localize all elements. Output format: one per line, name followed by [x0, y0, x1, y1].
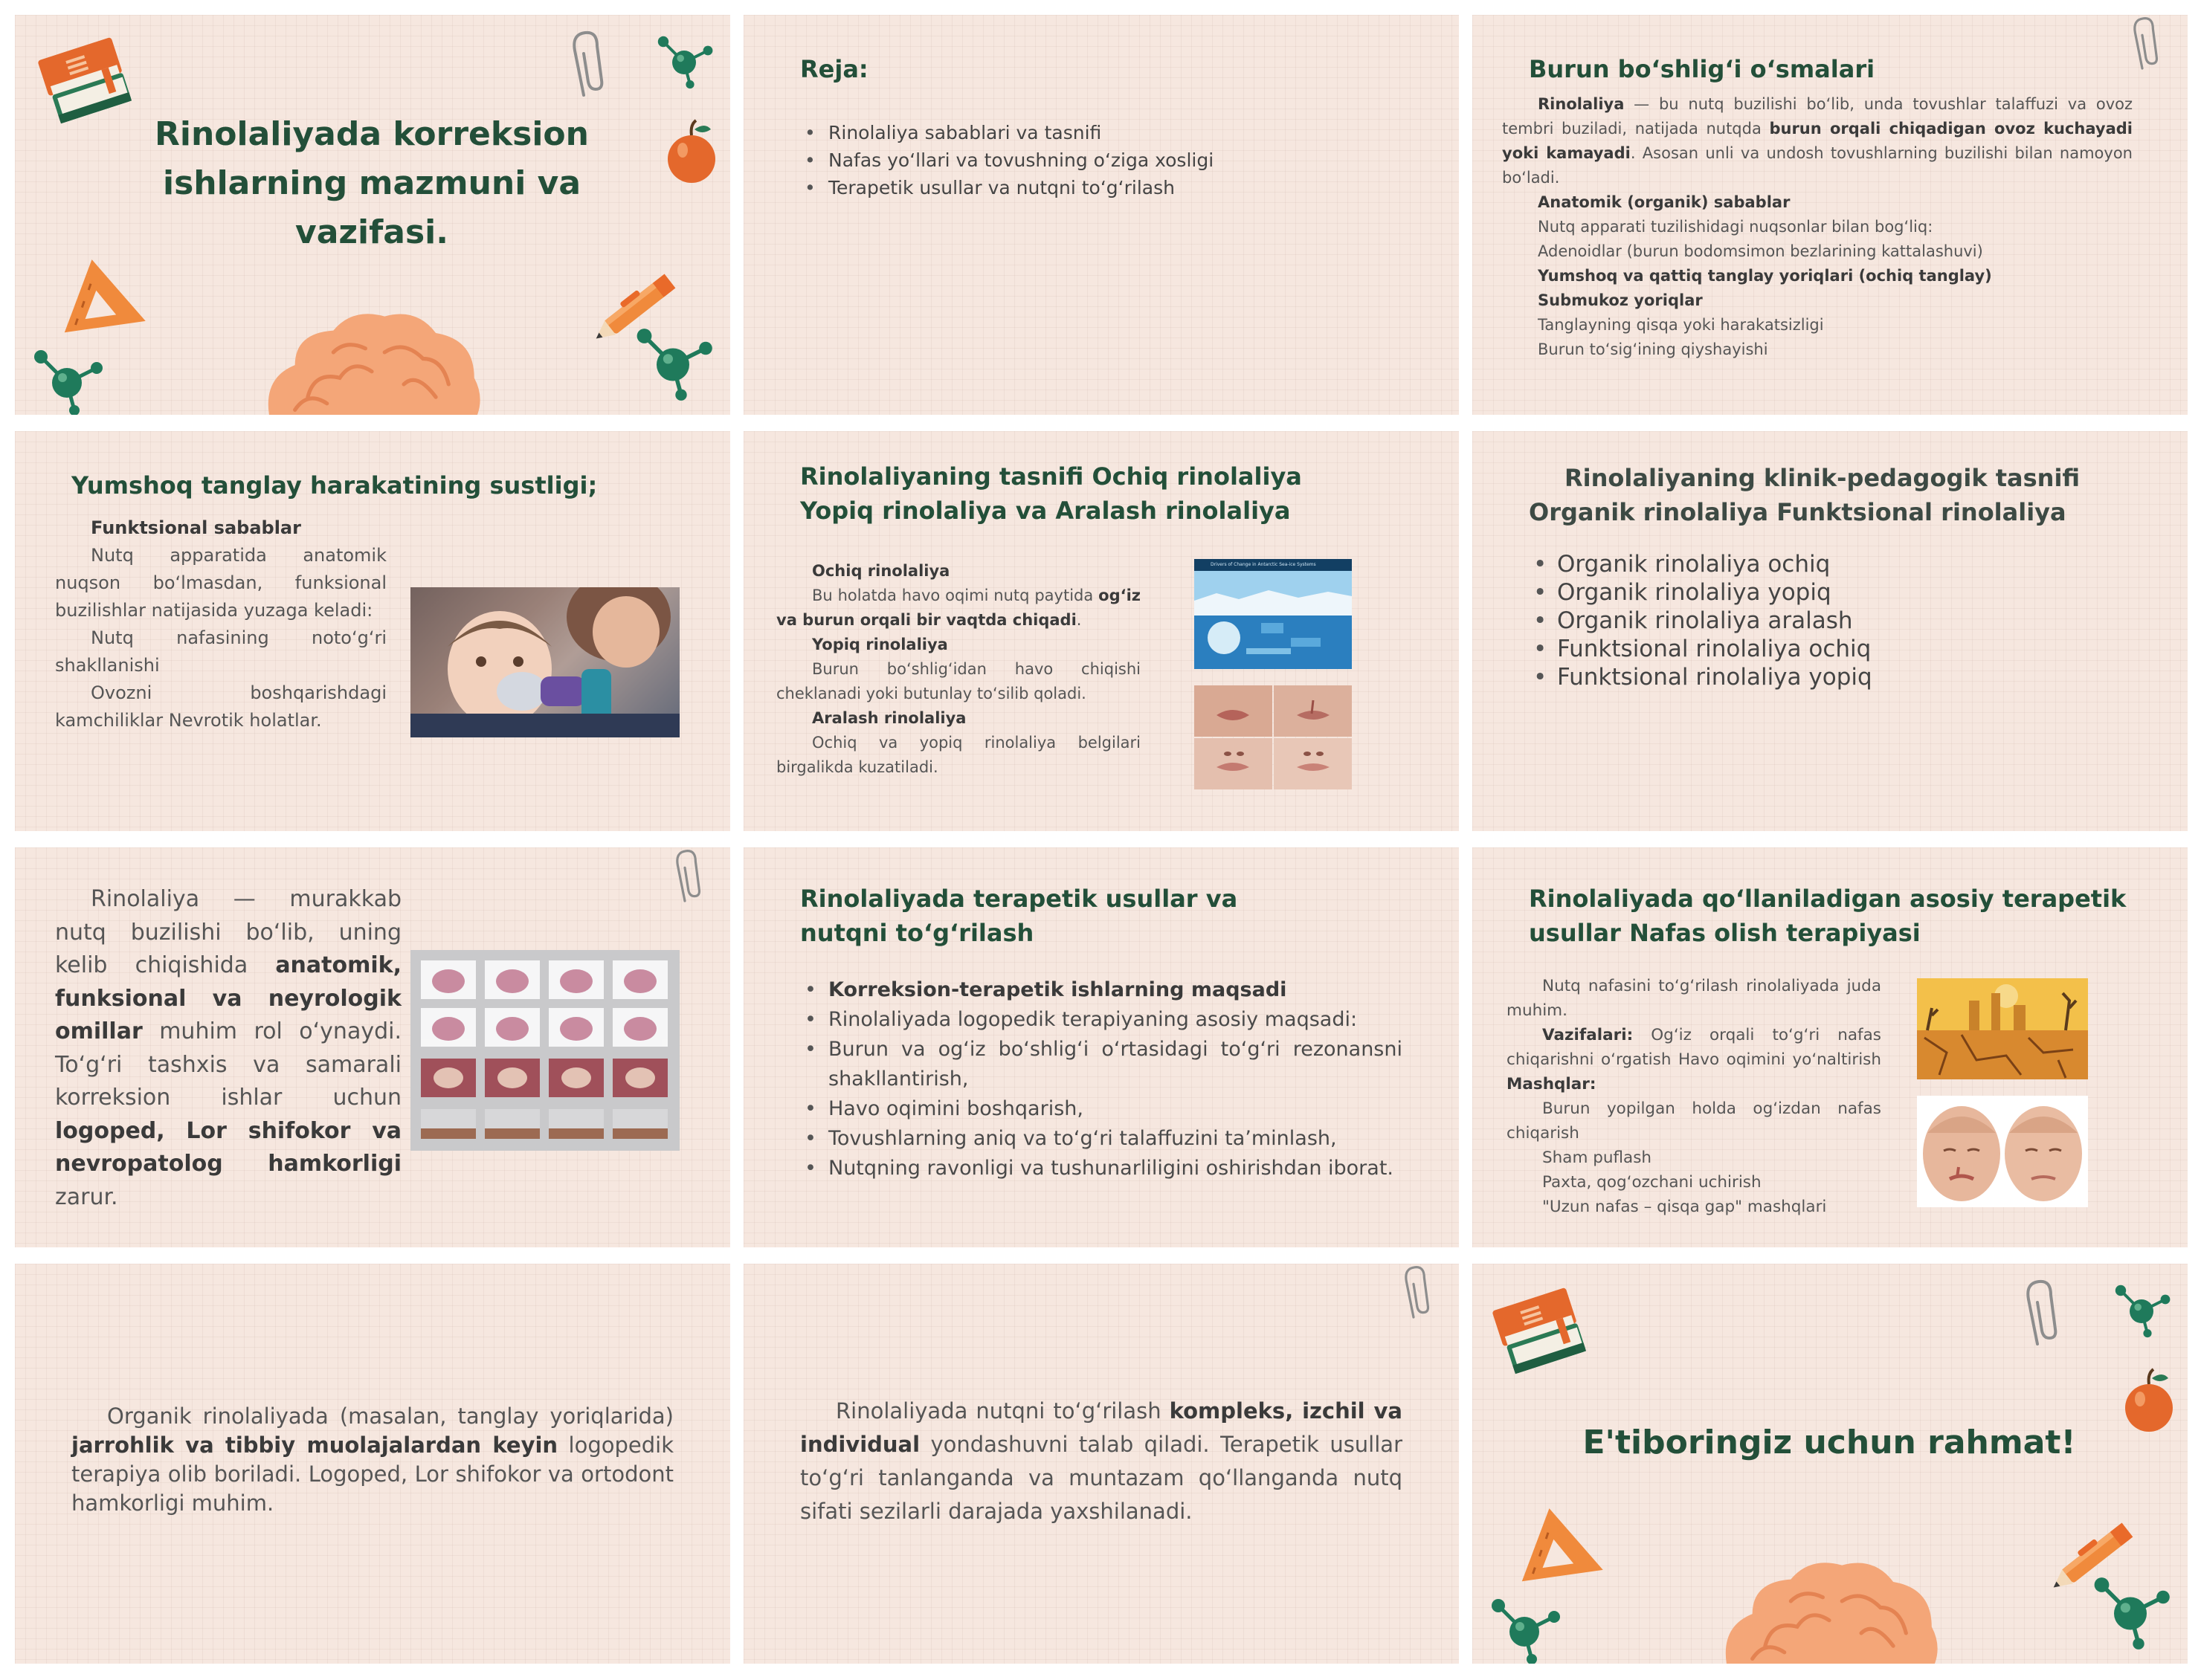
slide-title: Burun bo‘shlig‘i o‘smalari [1529, 55, 1875, 83]
list-item: • Funktsional rinolaliya yopiq [1529, 663, 1872, 691]
slide-body: Funktsional sabablar Nutq apparatida anatomik nuqson bo‘lmasdan, funksional buzilishlar natijasida yuzaga keladi: Nutq nafasining noto‘g‘ri shakllanishi Ovozni boshqarishdagi kamchiliklar Nevrotik holatlar. [55, 517, 387, 731]
slide-10-organic [15, 1264, 730, 1664]
slide-6-clinical-classification [1472, 431, 2188, 831]
slide-title: Rinolaliyaning klinik-pedagogik tasnifi Organik rinolaliya Funktsional rinolaliya [1529, 464, 2081, 526]
slide-9-breathing-therapy [1472, 847, 2188, 1247]
ruler-icon [52, 253, 149, 335]
child-inhaler-photo [410, 587, 680, 737]
slide-body: Organik rinolaliyada (masalan, tanglay yoriqlarida) jarrohlik va tibbiy muolajalardan keyin logopedik terapiya olib boriladi. Logoped, Lor shifokor va ortodont hamkorligi muhim. [71, 1403, 674, 1516]
molecule-icon [654, 30, 714, 89]
palate-images-grid [410, 950, 680, 1151]
cleft-lip-photos [1194, 685, 1352, 789]
brain-icon [1684, 1550, 1974, 1664]
apple-icon [2119, 1368, 2179, 1435]
sea-ice-infographic [1194, 559, 1352, 669]
slide-11-conclusion [744, 1264, 1459, 1664]
slide-2-plan [744, 15, 1459, 415]
slide-body: Nutq nafasini to‘g‘rilash rinolaliyada juda muhim. Vazifalari: Og‘iz orqali to‘g‘ri nafas chiqarishni o‘rgatish Havo oqimini yo‘naltirish Mashqlar: Burun yopilgan holda og‘izdan nafas chiqarish Sham puflash Paxta, qog‘ozchani uchirish "Uzun nafas – qisqa gap" mashqlari [1506, 977, 1881, 1216]
molecule-icon [2112, 1279, 2171, 1338]
apple-icon [662, 119, 721, 186]
list-item: • Nutqning ravonligi va tushunarliligini oshirishdan iborat. [800, 1154, 1402, 1183]
slide-body: Rinolaliya — bu nutq buzilishi bo‘lib, unda tovushlar talaffuzi va ovoz tembri buziladi, natijada nutqda burun orqali chiqadigan ovoz kuchayadi yoki kamayadi. Asosan unli va undosh tovushlarning buzilishi bilan namoyon bo‘ladi. Anatomik (organik) sabablar Nutq apparati tuzilishidagi nuqsonlar bilan bog‘liq: Adenoidlar (burun bodomsimon bezlarining kattalashuvi) Yumshoq va qattiq tanglay yoriqlari (ochiq tanglay) Submukoz yoriqlar Tanglayning qisqa yoki harakatsizligi Burun to‘sig‘ining qiyshayishi [1502, 95, 2133, 358]
slide-title: Rinolaliyada terapetik usullar va nutqni to‘g‘rilash [800, 885, 1238, 947]
list-item: • Rinolaliya sabablari va tasnifi [800, 119, 1214, 146]
infographic-diagram-icon [1194, 571, 1352, 669]
paperclip-icon [569, 28, 606, 103]
paperclip-icon [2127, 15, 2164, 74]
molecule-icon [30, 342, 104, 415]
infographic-caption: Drivers of Change in Antarctic Sea-ice Systems [1194, 559, 1352, 571]
list-item: • Terapetik usullar va nutqni to‘g‘rilash [800, 174, 1214, 201]
list-item: • Havo oqimini boshqarish, [800, 1094, 1402, 1124]
infant-faces-icon [1917, 1096, 2088, 1207]
slide-4-functional [15, 431, 730, 831]
child-photo-icon [410, 587, 680, 737]
list-item: • Nafas yo‘llari va tovushning o‘ziga xosligi [800, 146, 1214, 174]
slide-body: Rinolaliyada nutqni to‘g‘rilash kompleks, izchil va individual yondashuvni talab qiladi. Terapetik usullar to‘g‘ri tanlanganda va muntazam qo‘llanganda nutq sifati sezilarli darajada yaxshilanadi. [800, 1398, 1402, 1524]
molecule-icon [2089, 1568, 2171, 1650]
presentation-title: Rinolaliyada korreksion ishlarning mazmuni va vazifasi. [155, 115, 589, 251]
slide-1-title [15, 15, 730, 415]
infant-cleft-illustration [1917, 1096, 2088, 1207]
slide-8-therapy [744, 847, 1459, 1247]
therapy-list [800, 975, 1402, 1183]
list-item: • Organik rinolaliya aralash [1529, 607, 1872, 635]
slide-5-classification [744, 431, 1459, 831]
slide-title: Reja: [800, 55, 869, 83]
list-item: • Tovushlarning aniq va to‘g‘ri talaffuzini ta’minlash, [800, 1124, 1402, 1154]
paperclip-icon [669, 847, 706, 907]
classification-list [1529, 550, 1872, 691]
list-item: • Funktsional rinolaliya ochiq [1529, 635, 1872, 663]
drought-icon [1917, 978, 2088, 1079]
books-icon [1492, 1280, 1596, 1392]
slide-body: Rinolaliya — murakkab nutq buzilishi bo‘lib, uning kelib chiqishida anatomik, funksional va neyrologik omillar muhim rol o‘ynaydi. To‘g‘ri tashxis va samarali korreksion ishlar uchun logoped, Lor shifokor va nevropatolog hamkorligi zarur. [55, 886, 402, 1210]
slide-title: Yumshoq tanglay harakatining sustligi; [71, 471, 598, 500]
list-item: • Korreksion-terapetik ishlarning maqsadi [800, 975, 1402, 1005]
molecule-icon [1487, 1591, 1562, 1664]
palate-grid-icon [410, 950, 680, 1151]
list-item: • Organik rinolaliya yopiq [1529, 578, 1872, 607]
slide-7-summary [15, 847, 730, 1247]
books-icon [37, 30, 141, 141]
cleft-lip-photo-icon [1194, 685, 1352, 789]
slide-body: Ochiq rinolaliya Bu holatda havo oqimi nutq paytida og‘iz va burun orqali bir vaqtda chiqadi. Yopiq rinolaliya Burun bo‘shlig‘idan havo chiqishi cheklanadi yoki butunlay to‘silib qoladi. Aralash rinolaliya Ochiq va yopiq rinolaliya belgilari birgalikda kuzatiladi. [776, 562, 1141, 776]
list-item: • Rinolaliyada logopedik terapiyaning asosiy maqsadi: [800, 1005, 1402, 1035]
slide-3-nasal-tumors [1472, 15, 2188, 415]
ruler-icon [1509, 1502, 1606, 1583]
slide-12-thanks [1472, 1264, 2188, 1664]
paperclip-icon [2023, 1277, 2060, 1351]
slide-title: Rinolaliyaning tasnifi Ochiq rinolaliya Yopiq rinolaliya va Aralash rinolaliya [800, 462, 1302, 525]
slide-title: Rinolaliyada qo‘llaniladigan asosiy terapetik usullar Nafas olish terapiyasi [1529, 885, 2127, 947]
brain-icon [227, 301, 517, 415]
thanks-title: E'tiboringiz uchun rahmat! [1582, 1424, 2076, 1461]
list-item: • Burun va og‘iz bo‘shlig‘i o‘rtasidagi to‘g‘ri rezonansni shakllantirish, [800, 1035, 1402, 1094]
molecule-icon [632, 320, 714, 401]
drought-illustration [1917, 978, 2088, 1079]
paperclip-icon [1398, 1264, 1435, 1323]
list-item: • Organik rinolaliya ochiq [1529, 550, 1872, 578]
plan-list [800, 119, 1214, 201]
